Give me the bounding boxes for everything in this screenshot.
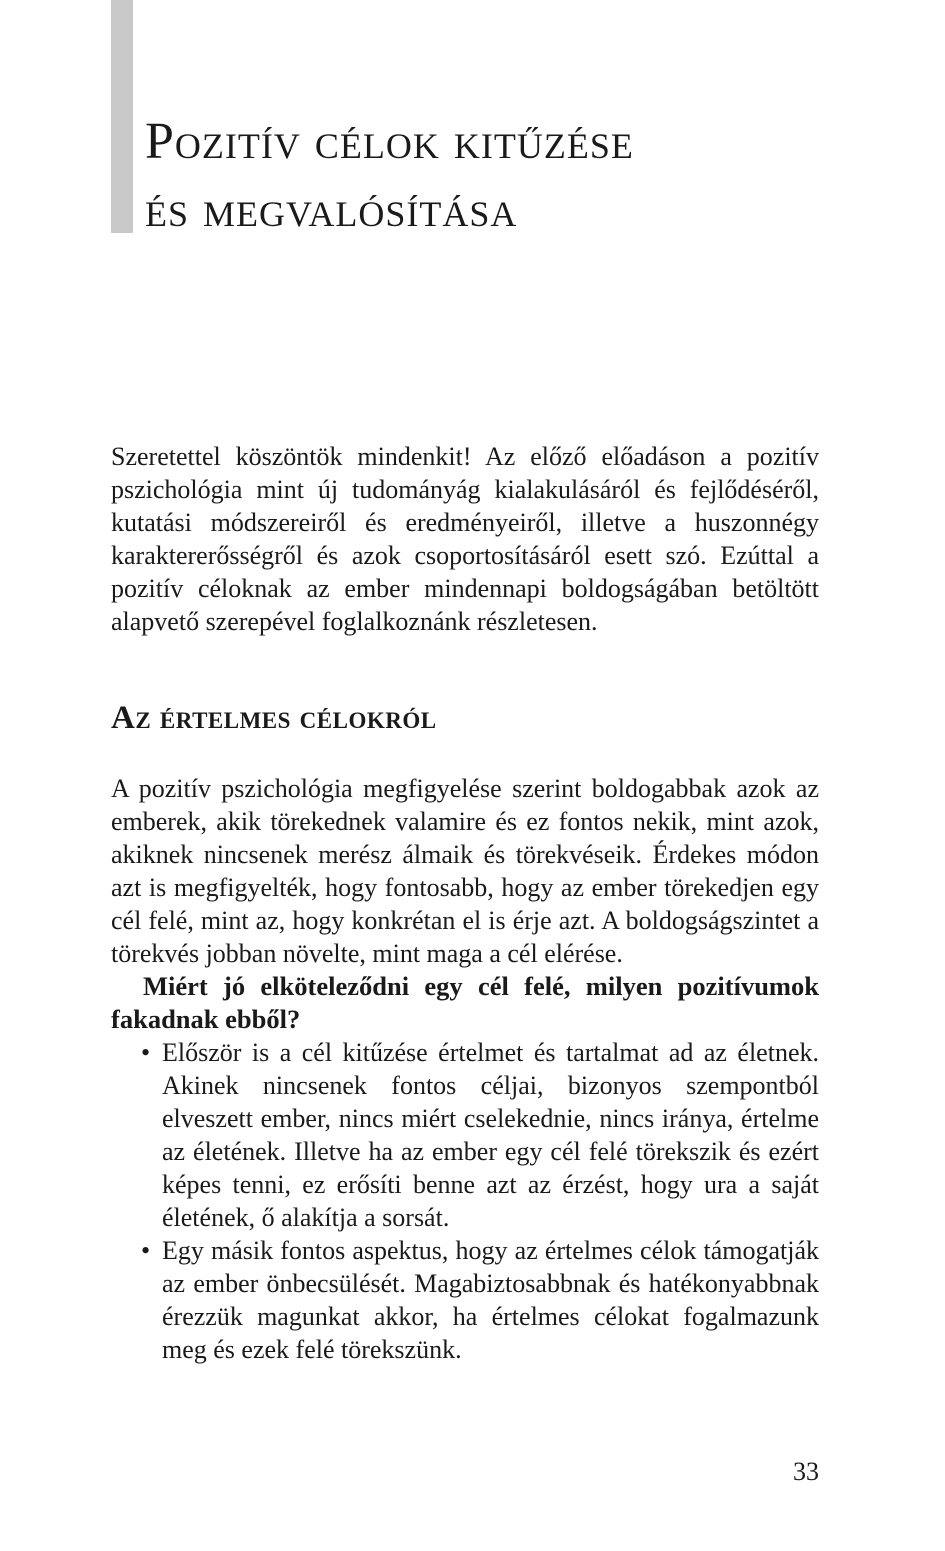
- page-number: 33: [793, 1457, 819, 1486]
- intro-paragraph: Szeretettel köszöntök mindenkit! Az előző előadáson a pozitív pszichológia mint új tudományág kialakulásáról és fejlődéséről, kutatási módszereiről és eredményeiről, illetve a huszonnégy karaktererősségről és azok csoportosításáról esett szó. Ezúttal a pozitív céloknak az ember mindennapi boldogságában betöltött alapvető szerepével foglalkoznánk részletesen.: [111, 442, 819, 636]
- section-paragraph: A pozitív pszichológia megfigyelése szerint boldogabbak azok az emberek, akik törekednek valamire és ez fontos nekik, mint azok, akiknek nincsenek merész álmaik és törekvéseik. Érdekes módon azt is megfigyelték, hogy fontosabb, hogy az ember törekedjen egy cél felé, mint az, hogy konkrétan el is érje azt. A boldogságszintet a törekvés jobban növelte, mint maga a cél elérése.: [111, 774, 819, 968]
- intro-section: [111, 440, 819, 638]
- bullet-icon: •: [141, 1236, 151, 1265]
- bullet-text: Egy másik fontos aspektus, hogy az értelmes célok támogatják az ember önbecsülését. Magabiztosabbnak és hatékonyabbnak érezzük magunkat akkor, ha értelmes célokat fogalmazunk meg és ezek felé törekszünk.: [162, 1236, 819, 1364]
- section-question: Miért jó elköteleződni egy cél felé, milyen pozitívumok fakadnak ebből?: [111, 971, 819, 1034]
- bullet-item: [111, 1234, 819, 1366]
- chapter-title: [145, 108, 865, 244]
- section-body: [111, 772, 819, 1366]
- chapter-title-line-2: és megvalósítása: [145, 181, 518, 238]
- bullet-list: [111, 1036, 819, 1366]
- bullet-text: Először is a cél kitűzése értelmet és tartalmat ad az életnek. Akinek nincsenek fontos céljai, bizonyos szempontból elveszett ember, nincs miért cselekednie, nincs iránya, értelme az életének. Illetve ha az ember egy cél felé törekszik és ezért képes tenni, ez erősíti benne azt az érzést, hogy ura a saját életének, ő alakítja a sorsát.: [162, 1038, 819, 1232]
- chapter-accent-bar: [111, 0, 133, 233]
- chapter-title-line-1: Pozitív célok kitűzése: [145, 113, 634, 170]
- bullet-item: [111, 1036, 819, 1234]
- bullet-icon: •: [141, 1038, 151, 1067]
- section-heading: Az értelmes célokról: [111, 700, 437, 736]
